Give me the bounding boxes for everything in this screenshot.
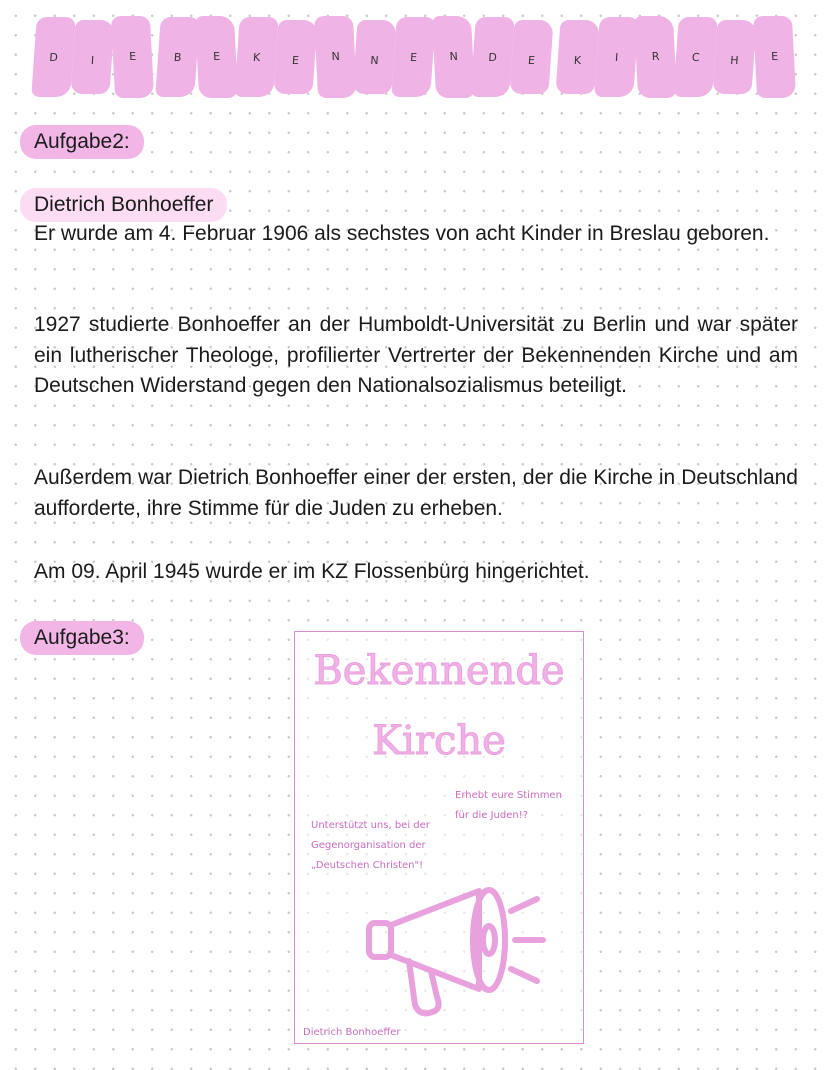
paragraph-birth: Er wurde am 4. Februar 1906 als sechstes von acht Kinder in Breslau geboren. bbox=[34, 222, 770, 245]
poster bbox=[294, 631, 584, 1044]
title-letter: C bbox=[673, 17, 718, 97]
title-letter: K bbox=[555, 20, 600, 94]
title-letter: E bbox=[510, 20, 555, 94]
aufgabe3-label: Aufgabe3: bbox=[20, 621, 144, 655]
title-letter: N bbox=[313, 16, 357, 98]
title-letter: E bbox=[111, 16, 155, 98]
title-letter: I bbox=[71, 20, 116, 94]
title-letter: B bbox=[155, 17, 200, 97]
title-letter: E bbox=[195, 16, 239, 98]
megaphone-icon bbox=[361, 877, 551, 1037]
poster-note-right-line: Erhebt eure Stimmen bbox=[455, 790, 562, 801]
title-letter: N bbox=[432, 16, 476, 98]
title-letter: D bbox=[31, 17, 76, 97]
poster-note-left-line: Unterstützt uns, bei der bbox=[311, 820, 430, 831]
title-letter: E bbox=[274, 20, 319, 94]
aufgabe2-label: Aufgabe2: bbox=[20, 125, 144, 159]
paragraph-death: Am 09. April 1945 wurde er im KZ Flossenbürg hingerichtet. bbox=[34, 560, 590, 583]
poster-title-line1: Bekennende bbox=[313, 648, 565, 694]
poster-note-right-line: für die Juden!? bbox=[455, 810, 529, 821]
poster-signature: Dietrich Bonhoeffer bbox=[303, 1027, 401, 1038]
poster-note-left bbox=[311, 816, 430, 876]
paragraph-career: 1927 studierte Bonhoeffer an der Humboldt-Universität zu Berlin und war später ein lutherischer Theologe, profilierter Vertrerter der Bekennenden Kirche und am Deutschen Widerstand gegen den Nationalsozialismus beteiligt. bbox=[34, 313, 798, 397]
title-letter: I bbox=[594, 17, 639, 97]
page-title bbox=[34, 14, 794, 100]
paragraph-church-call: Außerdem war Dietrich Bonhoeffer einer der ersten, der die Kirche in Deutschland aufforderte, ihre Stimme für die Juden zu erheben. bbox=[34, 466, 798, 520]
title-letter: N bbox=[352, 20, 397, 94]
poster-note-right bbox=[455, 786, 562, 826]
poster-title-line2: Kirche bbox=[372, 718, 506, 764]
poster-note-left-line: Gegenorganisation der bbox=[311, 840, 426, 851]
title-letter: R bbox=[634, 16, 678, 98]
person-name-highlight: Dietrich Bonhoeffer bbox=[20, 188, 227, 222]
title-letter: D bbox=[470, 17, 515, 97]
title-letter: E bbox=[752, 16, 796, 98]
poster-note-left-line: „Deutschen Christen"! bbox=[311, 860, 424, 871]
title-letter: K bbox=[234, 17, 279, 97]
title-letter: E bbox=[391, 17, 436, 97]
title-letter: H bbox=[713, 20, 758, 94]
